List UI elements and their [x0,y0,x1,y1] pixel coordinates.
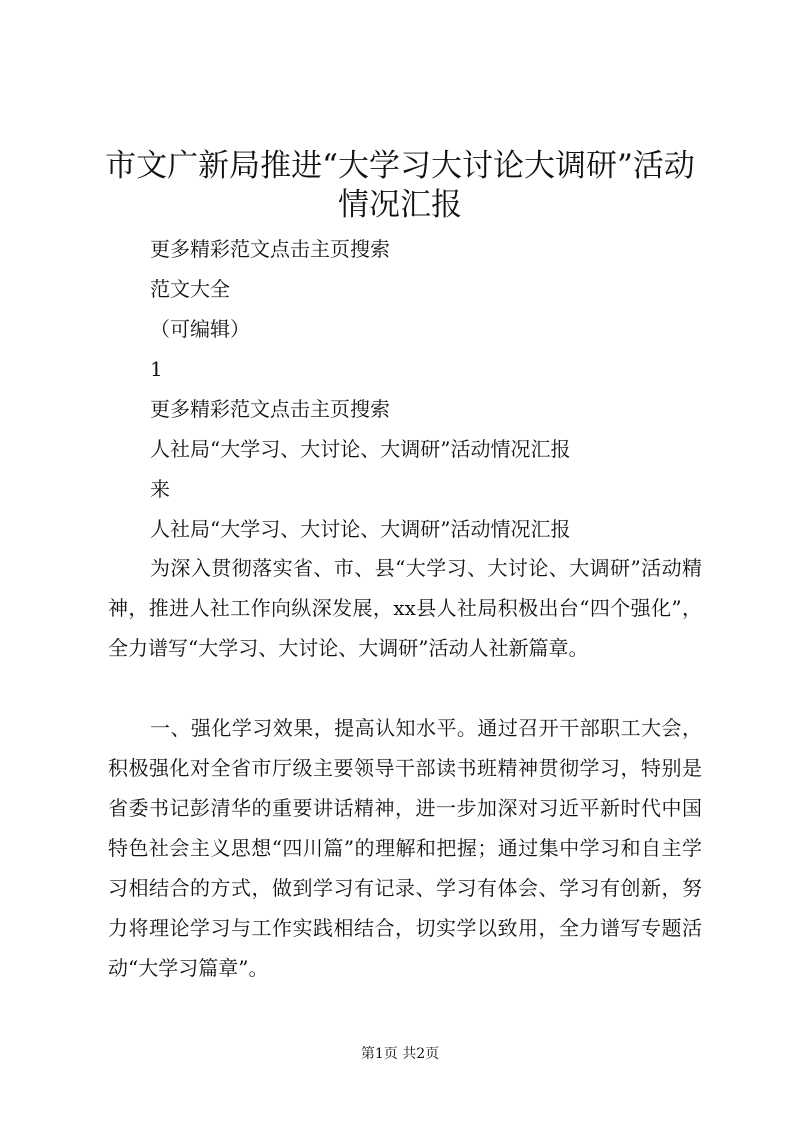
document-title-line-2: 情况汇报 [338,187,462,223]
page-footer: 第1页 共2页 [360,1046,440,1062]
number-line: 1 [150,357,163,381]
body-paragraph-intro: 为深入贯彻落实省、市、县“大学习、大讨论、大调研”活动精神，推进人社工作向纵深发展，xx县人社局积极出台“四个强化”，全力谱写“大学习、大讨论、大调研”活动人社新篇章。 [108,556,702,660]
subtitle-line-2: 人社局“大学习、大讨论、大调研”活动情况汇报 [150,517,571,541]
category-line: 范文大全 [150,277,230,301]
source-line: 来 [150,477,170,501]
body-paragraph-section-1: 一、强化学习效果，提高认知水平。通过召开干部职工大会，积极强化对全省市厅级主要领导干部读书班精神贯彻学习，特别是省委书记彭清华的重要讲话精神，进一步加深对习近平新时代中国特色社会主义思想“四川篇”的理解和把握；通过集中学习和自主学习相结合的方式，做到学习有记录、学习有体会、学习有创新，努力将理论学习与工作实践相结合，切实学以致用，全力谱写专题活动“大学习篇章”。 [108,716,702,980]
document-title-line-1: 市文广新局推进“大学习大讨论大调研”活动 [105,148,695,184]
promo-line: 更多精彩范文点击主页搜索 [150,237,390,261]
subtitle-line: 人社局“大学习、大讨论、大调研”活动情况汇报 [150,437,571,461]
promo-line-2: 更多精彩范文点击主页搜索 [150,397,390,421]
editable-note: （可编辑） [150,317,250,341]
